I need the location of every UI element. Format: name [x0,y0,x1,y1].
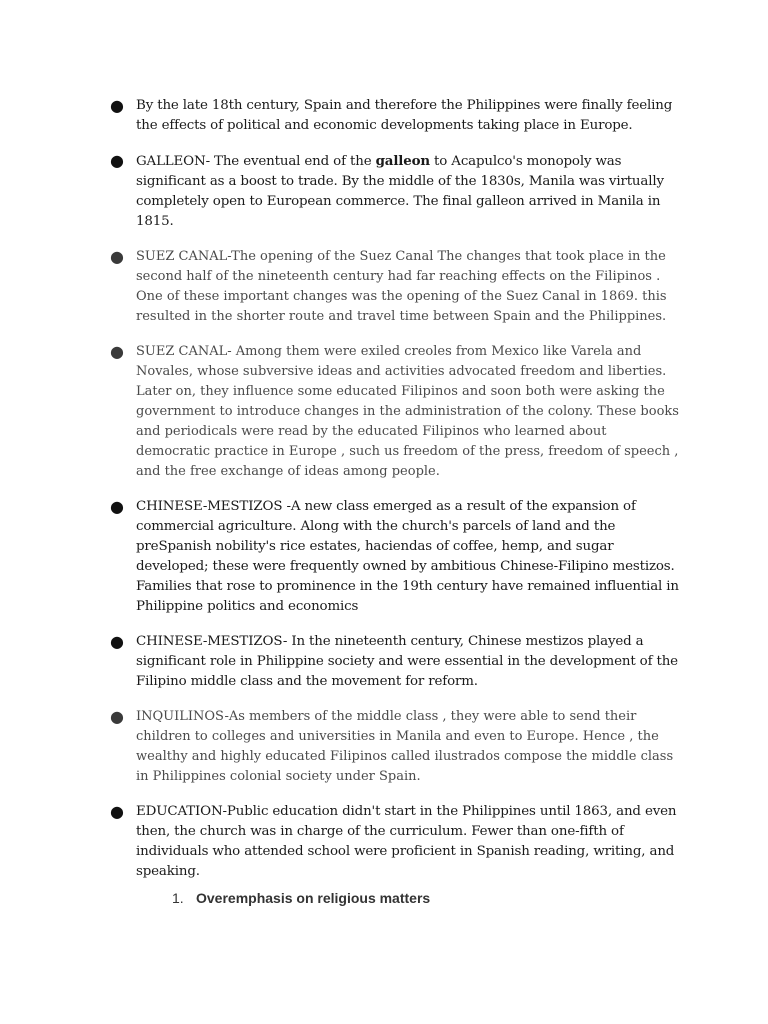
list-item-late-18th-century [110,96,680,136]
paragraph-text [136,151,680,232]
list-item-chinese-mestizos-2 [110,632,680,692]
list-item-suez-canal-1 [110,247,680,327]
bullet-icon: ● [110,497,124,516]
list-item-chinese-mestizos-1 [110,497,680,617]
bullet-icon: ● [110,802,124,821]
bold-term-galleon: galleon [375,153,430,169]
numbered-item-text: Overemphasis on religious matters [196,890,431,906]
numbered-list-item [172,888,430,908]
paragraph-text: By the late 18th century, Spain and therefore the Philippines were finally feeling the effects of political and economic developments taking place in Europe. [136,98,673,133]
text-before-bold: GALLEON- The eventual end of the [136,154,376,169]
paragraph-text: CHINESE-MESTIZOS -A new class emerged as a result of the expansion of commercial agriculture. Along with the church's parcels of land and the preSpanish nobility's rice estates, haciendas of coffee, hemp, and sugar developed; these were frequently owned by ambitious Chinese-Filipino mestizos. Families that rose to prominence in the 19th century have remained influential in Philippine politics and economics [136,499,679,614]
paragraph-text: SUEZ CANAL- Among them were exiled creoles from Mexico like Varela and Novales, whose subversive ideas and activities advocated freedom and liberties. Later on, they influence some educated Filipinos and soon both were asking the government to introduce changes in the administration of the colony. These books and periodicals were read by the educated Filipinos who learned about democratic practice in Europe , such us freedom of the press, freedom of speech , and the free exchange of ideas among people. [136,344,679,479]
bullet-icon: ● [110,247,124,266]
bullet-icon: ● [110,707,124,726]
paragraph-text: INQUILINOS-As members of the middle class , they were able to send their children to colleges and universities in Manila and even to Europe. Hence , the wealthy and highly educated Filipinos called ilustrados compose the middle class in Philippines colonial society under Spain. [136,709,674,784]
text-after-bold: to Acapulco's monopoly was significant as a boost to trade. By the middle of the 1830s, Manila was virtually completely open to European commerce. The final galleon arrived in Manila in 1815. [136,154,664,229]
list-number: 1. [172,890,184,906]
list-item-education [110,802,680,882]
list-item-galleon [110,151,680,232]
bullet-icon: ● [110,96,124,115]
paragraph-text: CHINESE-MESTIZOS- In the nineteenth century, Chinese mestizos played a significant role in Philippine society and were essential in the development of the Filipino middle class and the movement for reform. [136,634,678,689]
bullet-icon: ● [110,342,124,361]
paragraph-text: EDUCATION-Public education didn't start in the Philippines until 1863, and even then, the church was in charge of the curriculum. Fewer than one-fifth of individuals who attended school were proficient in Spanish reading, writing, and speaking. [136,804,677,879]
bullet-icon: ● [110,632,124,651]
bullet-icon: ● [110,151,124,170]
bullet-list [110,96,680,897]
paragraph-text: SUEZ CANAL-The opening of the Suez Canal The changes that took place in the second half of the nineteenth century had far reaching effects on the Filipinos . One of these important changes was the opening of the Suez Canal in 1869. this resulted in the shorter route and travel time between Spain and the Philippines. [136,249,667,324]
list-item-suez-canal-2 [110,342,680,482]
list-item-inquilinos [110,707,680,787]
